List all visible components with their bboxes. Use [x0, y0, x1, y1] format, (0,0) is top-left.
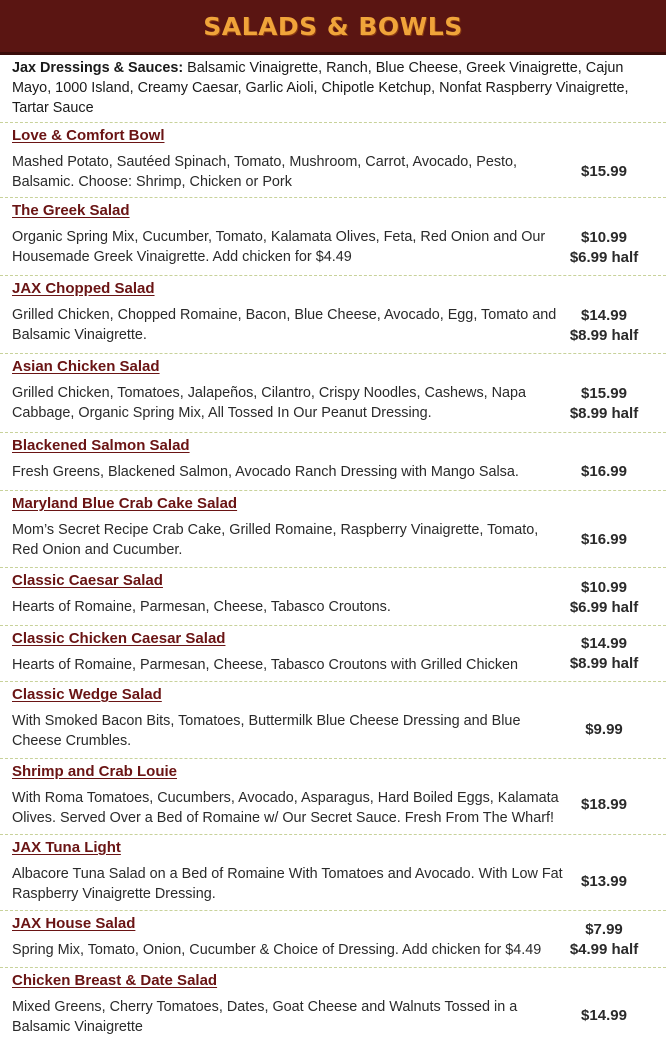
- item-title: The Greek Salad: [12, 202, 130, 219]
- menu-item: [0, 354, 666, 433]
- dressings-label: Jax Dressings & Sauces:: [12, 60, 184, 76]
- item-description: Albacore Tuna Salad on a Bed of Romaine With Tomatoes and Avocado. With Low Fat Raspberry Vinaigrette Dressing.: [12, 866, 563, 902]
- item-title: JAX House Salad: [12, 915, 136, 932]
- item-price: $15.99: [581, 385, 627, 402]
- menu-item: [0, 198, 666, 276]
- menu-item: [0, 568, 666, 626]
- menu-item: [0, 123, 666, 198]
- menu-item: [0, 433, 666, 491]
- item-half-price: $6.99 half: [569, 249, 639, 266]
- item-title: Blackened Salmon Salad: [12, 437, 190, 454]
- item-title: Classic Caesar Salad: [12, 572, 163, 589]
- item-title: Chicken Breast & Date Salad: [12, 972, 218, 989]
- item-title: JAX Tuna Light: [12, 839, 121, 856]
- item-price: $14.99: [581, 1007, 627, 1024]
- item-description: Mashed Potato, Sautéed Spinach, Tomato, Mushroom, Carrot, Avocado, Pesto, Balsamic. Choose: Shrimp, Chicken or Pork: [12, 154, 518, 190]
- item-description: Grilled Chicken, Tomatoes, Jalapeños, Cilantro, Crispy Noodles, Cashews, Napa Cabbage, Organic Spring Mix, All Tossed In Our Peanut Dressing.: [12, 385, 527, 421]
- item-description: Fresh Greens, Blackened Salmon, Avocado Ranch Dressing with Mango Salsa.: [12, 464, 519, 480]
- item-description: Hearts of Romaine, Parmesan, Cheese, Tabasco Croutons.: [12, 599, 391, 615]
- menu-item: [0, 491, 666, 568]
- item-title: Asian Chicken Salad: [12, 358, 160, 375]
- item-description: With Smoked Bacon Bits, Tomatoes, Buttermilk Blue Cheese Dressing and Blue Cheese Crumbles.: [12, 713, 521, 749]
- menu-item: [0, 626, 666, 682]
- item-price: $15.99: [581, 163, 627, 180]
- item-price: $10.99: [581, 579, 627, 596]
- item-title: Love & Comfort Bowl: [12, 127, 165, 144]
- item-description: With Roma Tomatoes, Cucumbers, Avocado, Asparagus, Hard Boiled Eggs, Kalamata Olives. Served Over a Bed of Romaine w/ Our Secret Sauce. Fresh From The Wharf!: [12, 790, 559, 826]
- section-title: SALADS & BOWLS: [203, 11, 463, 41]
- item-price: $16.99: [581, 463, 627, 480]
- item-title: Classic Chicken Caesar Salad: [12, 630, 226, 647]
- item-price: $18.99: [581, 796, 627, 813]
- item-price: $10.99: [581, 229, 627, 246]
- item-title: Classic Wedge Salad: [12, 686, 162, 703]
- item-price: $9.99: [585, 721, 623, 738]
- item-price: $13.99: [581, 873, 627, 890]
- menu-item: [0, 682, 666, 759]
- menu-item: [0, 911, 666, 968]
- dressings-list: Balsamic Vinaigrette, Ranch, Blue Cheese, Greek Vinaigrette, Cajun Mayo, 1000 Island, Creamy Caesar, Garlic Aioli, Chipotle Ketchup, Nonfat Raspberry Vinaigrette, Tartar Sauce: [12, 60, 629, 116]
- dressings-note: [0, 55, 666, 123]
- item-title: Maryland Blue Crab Cake Salad: [12, 495, 238, 512]
- item-description: Mixed Greens, Cherry Tomatoes, Dates, Goat Cheese and Walnuts Tossed in a Balsamic Vinaigrette: [12, 999, 518, 1035]
- item-description: Hearts of Romaine, Parmesan, Cheese, Tabasco Croutons with Grilled Chicken: [12, 657, 519, 673]
- item-half-price: $6.99 half: [569, 599, 639, 616]
- item-title: JAX Chopped Salad: [12, 280, 155, 297]
- menu-item: [0, 968, 666, 1058]
- item-title: Shrimp and Crab Louie: [12, 763, 178, 780]
- item-half-price: $8.99 half: [569, 327, 639, 344]
- item-description: Mom’s Secret Recipe Crab Cake, Grilled Romaine, Raspberry Vinaigrette, Tomato, Red Onion and Cucumber.: [12, 522, 539, 558]
- item-price: $14.99: [581, 307, 627, 324]
- menu-item: [0, 276, 666, 354]
- menu-header: [0, 0, 666, 55]
- item-price: $7.99: [585, 921, 623, 938]
- item-description: Organic Spring Mix, Cucumber, Tomato, Kalamata Olives, Feta, Red Onion and Our Housemade Greek Vinaigrette. Add chicken for $4.49: [12, 229, 546, 265]
- item-half-price: $8.99 half: [569, 405, 639, 422]
- item-price: $14.99: [581, 635, 627, 652]
- item-half-price: $8.99 half: [569, 655, 639, 672]
- item-description: Spring Mix, Tomato, Onion, Cucumber & Choice of Dressing. Add chicken for $4.49: [12, 942, 542, 958]
- menu-item: [0, 835, 666, 911]
- item-half-price: $4.99 half: [569, 941, 639, 958]
- item-price: $16.99: [581, 531, 627, 548]
- item-description: Grilled Chicken, Chopped Romaine, Bacon, Blue Cheese, Avocado, Egg, Tomato and Balsamic Vinaigrette.: [12, 307, 557, 343]
- menu-item: [0, 759, 666, 835]
